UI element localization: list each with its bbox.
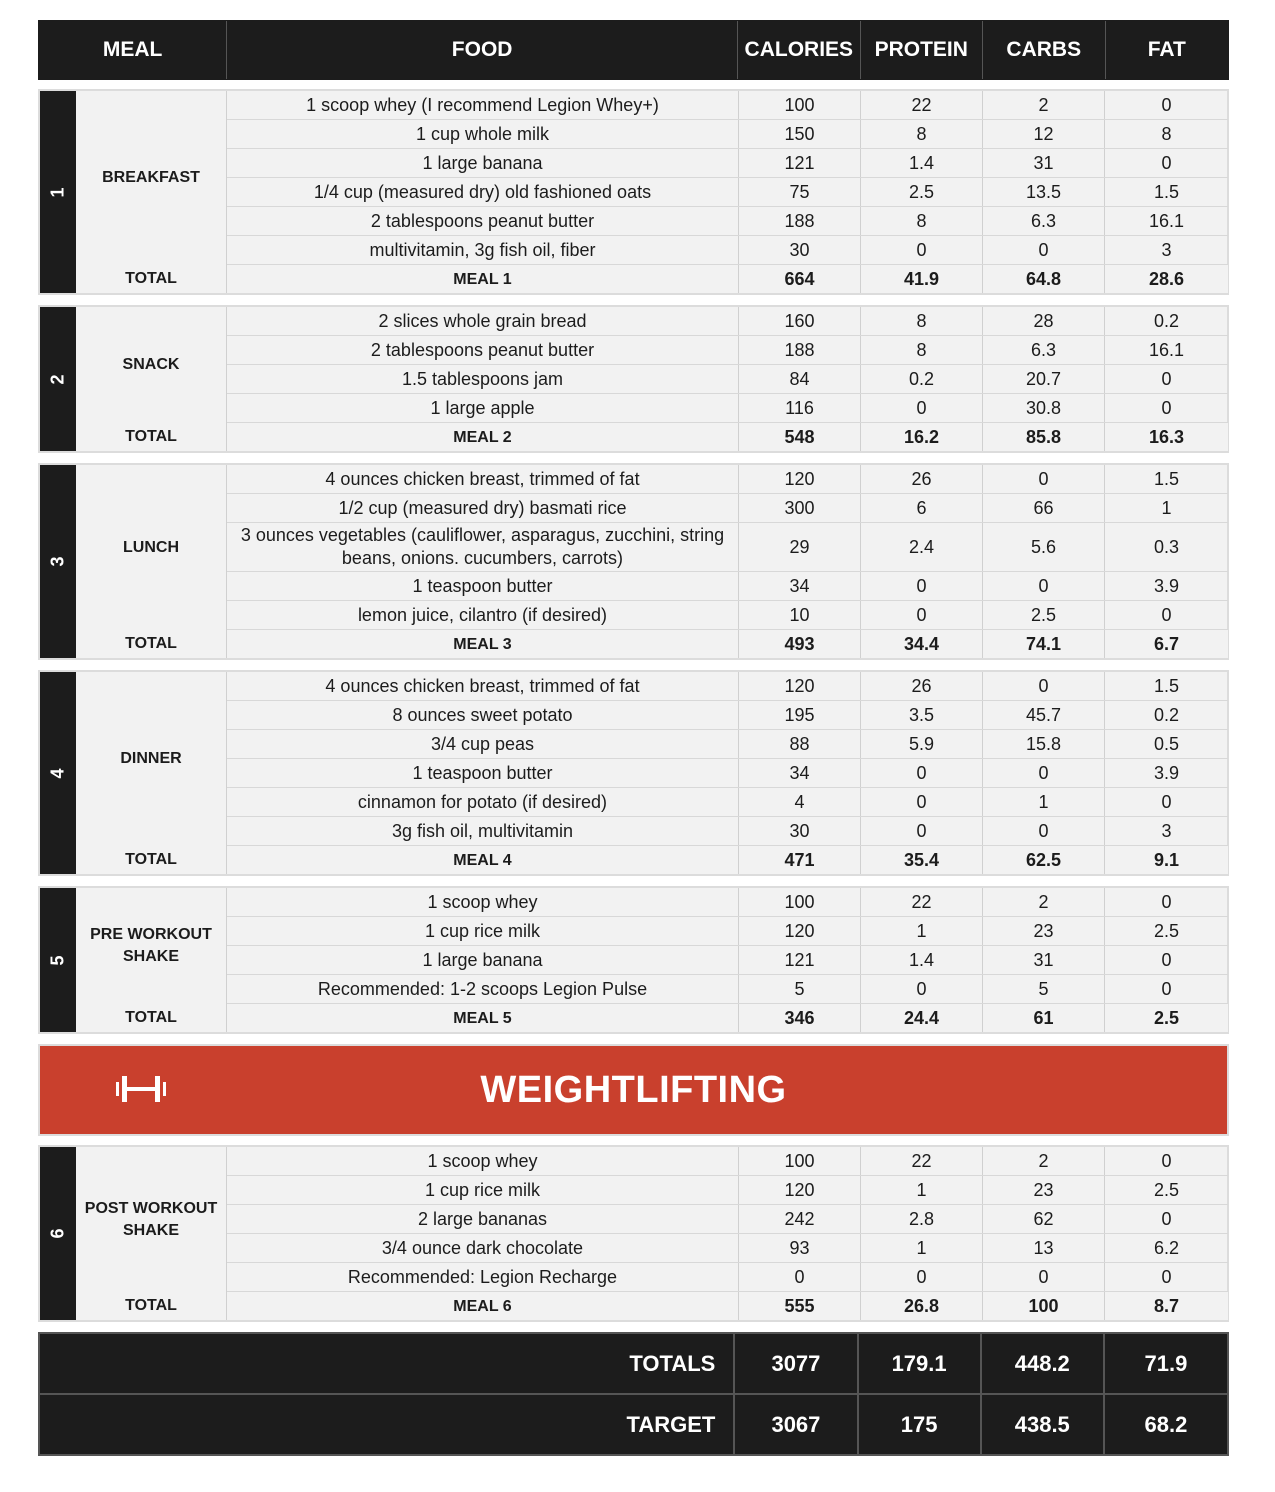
barbell-icon <box>114 1072 168 1106</box>
table-row <box>227 120 1228 149</box>
meal-name: LUNCH <box>76 465 227 630</box>
target-protein: 175 <box>859 1395 982 1454</box>
carbs-cell: 1 <box>983 788 1105 816</box>
carbs-cell: 0 <box>983 1263 1105 1291</box>
food-cell: 1 scoop whey (I recommend Legion Whey+) <box>227 91 739 119</box>
table-row <box>227 817 1228 846</box>
protein-cell: 0 <box>861 759 983 787</box>
calories-cell: 121 <box>739 149 861 177</box>
food-cell: 1 scoop whey <box>227 1147 739 1175</box>
food-cell: cinnamon for potato (if desired) <box>227 788 739 816</box>
calories-cell: 30 <box>739 236 861 264</box>
calories-cell: 160 <box>739 307 861 335</box>
protein-cell: 5.9 <box>861 730 983 758</box>
food-cell: Recommended: Legion Recharge <box>227 1263 739 1291</box>
carbs-cell: 13.5 <box>983 178 1105 206</box>
fat-cell: 0 <box>1161 152 1172 173</box>
calories-cell: 84 <box>739 365 861 393</box>
food-cell: 4 ounces chicken breast, trimmed of fat <box>227 672 739 700</box>
total-calories: 346 <box>739 1004 861 1032</box>
total-label: TOTAL <box>76 846 227 874</box>
calories-cell: 34 <box>739 572 861 600</box>
carbs-cell: 31 <box>983 149 1105 177</box>
total-meal-name: MEAL 1 <box>227 265 739 293</box>
calories-cell: 195 <box>739 701 861 729</box>
fat-cell: 1.5 <box>1153 675 1180 696</box>
calories-cell: 100 <box>739 91 861 119</box>
protein-cell: 0 <box>861 394 983 422</box>
table-row <box>227 701 1228 730</box>
protein-cell: 0 <box>861 817 983 845</box>
table-row <box>227 91 1228 120</box>
table-row <box>227 494 1228 523</box>
food-cell: 3/4 cup peas <box>227 730 739 758</box>
totals-protein: 179.1 <box>859 1334 982 1393</box>
protein-cell: 2.8 <box>861 1205 983 1233</box>
total-fat: 9.1 <box>1153 849 1180 870</box>
total-carbs: 62.5 <box>983 846 1105 874</box>
carbs-cell: 6.3 <box>983 207 1105 235</box>
carbs-cell: 45.7 <box>983 701 1105 729</box>
protein-cell: 1 <box>861 917 983 945</box>
food-cell: 1.5 tablespoons jam <box>227 365 739 393</box>
fat-cell: 2.5 <box>1153 1179 1180 1200</box>
calories-cell: 34 <box>739 759 861 787</box>
carbs-cell: 62 <box>983 1205 1105 1233</box>
total-meal-name: MEAL 3 <box>227 630 739 658</box>
total-protein: 24.4 <box>861 1004 983 1032</box>
food-cell: multivitamin, 3g fish oil, fiber <box>227 236 739 264</box>
table-row <box>227 601 1228 630</box>
food-cell: 1 scoop whey <box>227 888 739 916</box>
fat-cell: 16.1 <box>1148 210 1185 231</box>
carbs-cell: 15.8 <box>983 730 1105 758</box>
table-row <box>227 336 1228 365</box>
fat-cell: 0.2 <box>1153 704 1180 725</box>
carbs-cell: 12 <box>983 120 1105 148</box>
calories-cell: 75 <box>739 178 861 206</box>
carbs-cell: 20.7 <box>983 365 1105 393</box>
table-row <box>227 888 1228 917</box>
calories-cell: 116 <box>739 394 861 422</box>
calories-cell: 29 <box>739 523 861 571</box>
meal-name: POST WORKOUT SHAKE <box>76 1147 227 1292</box>
food-cell: 3g fish oil, multivitamin <box>227 817 739 845</box>
calories-cell: 5 <box>739 975 861 1003</box>
protein-cell: 0 <box>861 236 983 264</box>
total-meal-name: MEAL 2 <box>227 423 739 451</box>
food-cell: 1/2 cup (measured dry) basmati rice <box>227 494 739 522</box>
calories-cell: 120 <box>739 465 861 493</box>
meal-number: 5 <box>47 954 68 966</box>
fat-cell: 2.5 <box>1153 920 1180 941</box>
fat-cell: 8 <box>1161 123 1172 144</box>
food-cell: 1 large apple <box>227 394 739 422</box>
carbs-cell: 13 <box>983 1234 1105 1262</box>
table-row <box>227 917 1228 946</box>
fat-cell: 0 <box>1161 949 1172 970</box>
meal-block <box>38 89 1229 295</box>
header-food: FOOD <box>227 21 738 79</box>
carbs-cell: 0 <box>983 672 1105 700</box>
table-row <box>227 572 1228 601</box>
protein-cell: 6 <box>861 494 983 522</box>
meal-number-strip <box>40 672 76 874</box>
table-row <box>227 1234 1228 1263</box>
food-cell: 2 tablespoons peanut butter <box>227 207 739 235</box>
carbs-cell: 30.8 <box>983 394 1105 422</box>
total-calories: 664 <box>739 265 861 293</box>
calories-cell: 100 <box>739 1147 861 1175</box>
header-meal: MEAL <box>39 21 227 79</box>
food-cell: lemon juice, cilantro (if desired) <box>227 601 739 629</box>
food-cell: 2 slices whole grain bread <box>227 307 739 335</box>
food-cell: Recommended: 1-2 scoops Legion Pulse <box>227 975 739 1003</box>
protein-cell: 0 <box>861 1263 983 1291</box>
table-row <box>227 975 1228 1004</box>
calories-cell: 120 <box>739 1176 861 1204</box>
total-protein: 35.4 <box>861 846 983 874</box>
table-row <box>227 1263 1228 1292</box>
weightlifting-banner <box>38 1044 1229 1136</box>
food-cell: 4 ounces chicken breast, trimmed of fat <box>227 465 739 493</box>
food-cell: 1 teaspoon butter <box>227 759 739 787</box>
totals-fat: 71.9 <box>1144 1350 1188 1376</box>
carbs-cell: 66 <box>983 494 1105 522</box>
fat-cell: 0 <box>1161 978 1172 999</box>
total-fat: 6.7 <box>1153 633 1180 654</box>
table-row <box>227 207 1228 236</box>
protein-cell: 2.5 <box>861 178 983 206</box>
protein-cell: 0 <box>861 788 983 816</box>
total-carbs: 64.8 <box>983 265 1105 293</box>
meal-number-strip <box>40 888 76 1032</box>
total-meal-name: MEAL 5 <box>227 1004 739 1032</box>
carbs-cell: 2.5 <box>983 601 1105 629</box>
meal-number-strip <box>40 465 76 658</box>
summary-table <box>38 1332 1229 1456</box>
protein-cell: 26 <box>861 672 983 700</box>
table-row <box>227 672 1228 701</box>
meal-name: BREAKFAST <box>76 91 227 265</box>
food-cell: 3 ounces vegetables (cauliflower, asparagus, zucchini, string beans, onions. cucumbers, carrots) <box>227 523 739 571</box>
carbs-cell: 23 <box>983 1176 1105 1204</box>
total-protein: 41.9 <box>861 265 983 293</box>
total-calories: 548 <box>739 423 861 451</box>
calories-cell: 150 <box>739 120 861 148</box>
food-cell: 2 tablespoons peanut butter <box>227 336 739 364</box>
food-cell: 2 large bananas <box>227 1205 739 1233</box>
fat-cell: 0 <box>1161 368 1172 389</box>
totals-calories: 3077 <box>735 1334 858 1393</box>
meal-number-strip <box>40 91 76 293</box>
table-row <box>227 730 1228 759</box>
total-carbs: 85.8 <box>983 423 1105 451</box>
food-cell: 3/4 ounce dark chocolate <box>227 1234 739 1262</box>
meals-after-workout <box>38 1145 1229 1322</box>
meal-total-row <box>76 265 1228 293</box>
protein-cell: 1 <box>861 1176 983 1204</box>
meals-before-workout <box>38 89 1229 1034</box>
total-fat: 28.6 <box>1148 268 1185 289</box>
meal-total-row <box>76 846 1228 874</box>
fat-cell: 0 <box>1161 1266 1172 1287</box>
protein-cell: 22 <box>861 1147 983 1175</box>
food-cell: 1 large banana <box>227 149 739 177</box>
fat-cell: 3 <box>1161 239 1172 260</box>
total-carbs: 74.1 <box>983 630 1105 658</box>
fat-cell: 0 <box>1161 1150 1172 1171</box>
carbs-cell: 0 <box>983 759 1105 787</box>
fat-cell: 16.1 <box>1148 339 1185 360</box>
protein-cell: 0 <box>861 572 983 600</box>
meal-plan-table <box>38 20 1229 1456</box>
table-row <box>227 465 1228 494</box>
protein-cell: 8 <box>861 336 983 364</box>
protein-cell: 8 <box>861 307 983 335</box>
table-row <box>227 307 1228 336</box>
calories-cell: 0 <box>739 1263 861 1291</box>
total-label: TOTAL <box>76 423 227 451</box>
food-cell: 1 cup rice milk <box>227 917 739 945</box>
meal-total-row <box>76 1292 1228 1320</box>
fat-cell: 3.9 <box>1153 762 1180 783</box>
total-meal-name: MEAL 6 <box>227 1292 739 1320</box>
table-row <box>227 365 1228 394</box>
target-row <box>40 1393 1227 1454</box>
total-label: TOTAL <box>76 1292 227 1320</box>
header-calories: CALORIES <box>738 21 860 79</box>
calories-cell: 121 <box>739 946 861 974</box>
total-fat: 2.5 <box>1153 1007 1180 1028</box>
calories-cell: 93 <box>739 1234 861 1262</box>
total-meal-name: MEAL 4 <box>227 846 739 874</box>
fat-cell: 0.3 <box>1153 536 1180 557</box>
meal-total-row <box>76 423 1228 451</box>
fat-cell: 3.9 <box>1153 575 1180 596</box>
meal-number-strip <box>40 307 76 451</box>
calories-cell: 120 <box>739 672 861 700</box>
meal-name: PRE WORKOUT SHAKE <box>76 888 227 1004</box>
protein-cell: 3.5 <box>861 701 983 729</box>
carbs-cell: 5.6 <box>983 523 1105 571</box>
table-header <box>38 20 1229 80</box>
target-calories: 3067 <box>735 1395 858 1454</box>
fat-cell: 1 <box>1161 497 1172 518</box>
fat-cell: 0 <box>1161 397 1172 418</box>
carbs-cell: 0 <box>983 236 1105 264</box>
fat-cell: 3 <box>1161 820 1172 841</box>
fat-cell: 1.5 <box>1153 181 1180 202</box>
table-row <box>227 149 1228 178</box>
meal-number: 2 <box>47 373 68 385</box>
fat-cell: 0 <box>1161 891 1172 912</box>
protein-cell: 0 <box>861 601 983 629</box>
meal-block <box>38 670 1229 876</box>
calories-cell: 188 <box>739 207 861 235</box>
fat-cell: 0 <box>1161 94 1172 115</box>
food-cell: 1/4 cup (measured dry) old fashioned oats <box>227 178 739 206</box>
total-protein: 34.4 <box>861 630 983 658</box>
protein-cell: 1 <box>861 1234 983 1262</box>
total-carbs: 100 <box>983 1292 1105 1320</box>
protein-cell: 0 <box>861 975 983 1003</box>
calories-cell: 100 <box>739 888 861 916</box>
protein-cell: 1.4 <box>861 946 983 974</box>
calories-cell: 4 <box>739 788 861 816</box>
table-row <box>227 394 1228 423</box>
carbs-cell: 28 <box>983 307 1105 335</box>
protein-cell: 2.4 <box>861 523 983 571</box>
total-fat: 8.7 <box>1153 1295 1180 1316</box>
target-fat: 68.2 <box>1144 1411 1188 1437</box>
fat-cell: 0.5 <box>1153 733 1180 754</box>
total-fat: 16.3 <box>1148 426 1185 447</box>
carbs-cell: 5 <box>983 975 1105 1003</box>
carbs-cell: 31 <box>983 946 1105 974</box>
carbs-cell: 6.3 <box>983 336 1105 364</box>
table-row <box>227 1176 1228 1205</box>
meal-name: SNACK <box>76 307 227 423</box>
meal-name: DINNER <box>76 672 227 846</box>
table-row <box>227 946 1228 975</box>
food-cell: 8 ounces sweet potato <box>227 701 739 729</box>
calories-cell: 10 <box>739 601 861 629</box>
table-row <box>227 1147 1228 1176</box>
protein-cell: 1.4 <box>861 149 983 177</box>
total-calories: 493 <box>739 630 861 658</box>
calories-cell: 88 <box>739 730 861 758</box>
fat-cell: 1.5 <box>1153 468 1180 489</box>
fat-cell: 0 <box>1161 791 1172 812</box>
meal-number: 6 <box>47 1228 68 1239</box>
protein-cell: 8 <box>861 207 983 235</box>
protein-cell: 22 <box>861 91 983 119</box>
totals-row <box>40 1334 1227 1393</box>
table-row <box>227 759 1228 788</box>
header-fat: FAT <box>1147 38 1186 61</box>
meal-number: 1 <box>47 186 68 198</box>
protein-cell: 26 <box>861 465 983 493</box>
carbs-cell: 23 <box>983 917 1105 945</box>
totals-label: TOTALS <box>40 1334 735 1393</box>
carbs-cell: 2 <box>983 888 1105 916</box>
calories-cell: 300 <box>739 494 861 522</box>
carbs-cell: 2 <box>983 1147 1105 1175</box>
table-row <box>227 788 1228 817</box>
table-row <box>227 236 1228 265</box>
calories-cell: 242 <box>739 1205 861 1233</box>
meal-number-strip <box>40 1147 76 1320</box>
target-carbs: 438.5 <box>982 1395 1105 1454</box>
protein-cell: 8 <box>861 120 983 148</box>
fat-cell: 6.2 <box>1153 1237 1180 1258</box>
total-label: TOTAL <box>76 630 227 658</box>
header-protein: PROTEIN <box>861 21 983 79</box>
meal-total-row <box>76 1004 1228 1032</box>
calories-cell: 188 <box>739 336 861 364</box>
total-carbs: 61 <box>983 1004 1105 1032</box>
meal-block <box>38 305 1229 453</box>
meal-block <box>38 1145 1229 1322</box>
meal-total-row <box>76 630 1228 658</box>
meal-number: 3 <box>47 556 68 567</box>
carbs-cell: 2 <box>983 91 1105 119</box>
total-label: TOTAL <box>76 1004 227 1032</box>
meal-number: 4 <box>47 767 68 779</box>
carbs-cell: 0 <box>983 572 1105 600</box>
protein-cell: 0.2 <box>861 365 983 393</box>
header-carbs: CARBS <box>983 21 1105 79</box>
food-cell: 1 large banana <box>227 946 739 974</box>
fat-cell: 0.2 <box>1153 310 1180 331</box>
food-cell: 1 cup whole milk <box>227 120 739 148</box>
total-protein: 16.2 <box>861 423 983 451</box>
total-calories: 555 <box>739 1292 861 1320</box>
calories-cell: 30 <box>739 817 861 845</box>
total-calories: 471 <box>739 846 861 874</box>
carbs-cell: 0 <box>983 817 1105 845</box>
table-row <box>227 1205 1228 1234</box>
meal-block <box>38 463 1229 660</box>
total-protein: 26.8 <box>861 1292 983 1320</box>
table-row <box>227 523 1228 572</box>
fat-cell: 0 <box>1161 604 1172 625</box>
food-cell: 1 teaspoon butter <box>227 572 739 600</box>
fat-cell: 0 <box>1161 1208 1172 1229</box>
protein-cell: 22 <box>861 888 983 916</box>
target-label: TARGET <box>40 1395 735 1454</box>
total-label: TOTAL <box>76 265 227 293</box>
meal-block <box>38 886 1229 1034</box>
table-row <box>227 178 1228 207</box>
totals-carbs: 448.2 <box>982 1334 1105 1393</box>
banner-title: WEIGHTLIFTING <box>480 1068 787 1111</box>
food-cell: 1 cup rice milk <box>227 1176 739 1204</box>
carbs-cell: 0 <box>983 465 1105 493</box>
calories-cell: 120 <box>739 917 861 945</box>
